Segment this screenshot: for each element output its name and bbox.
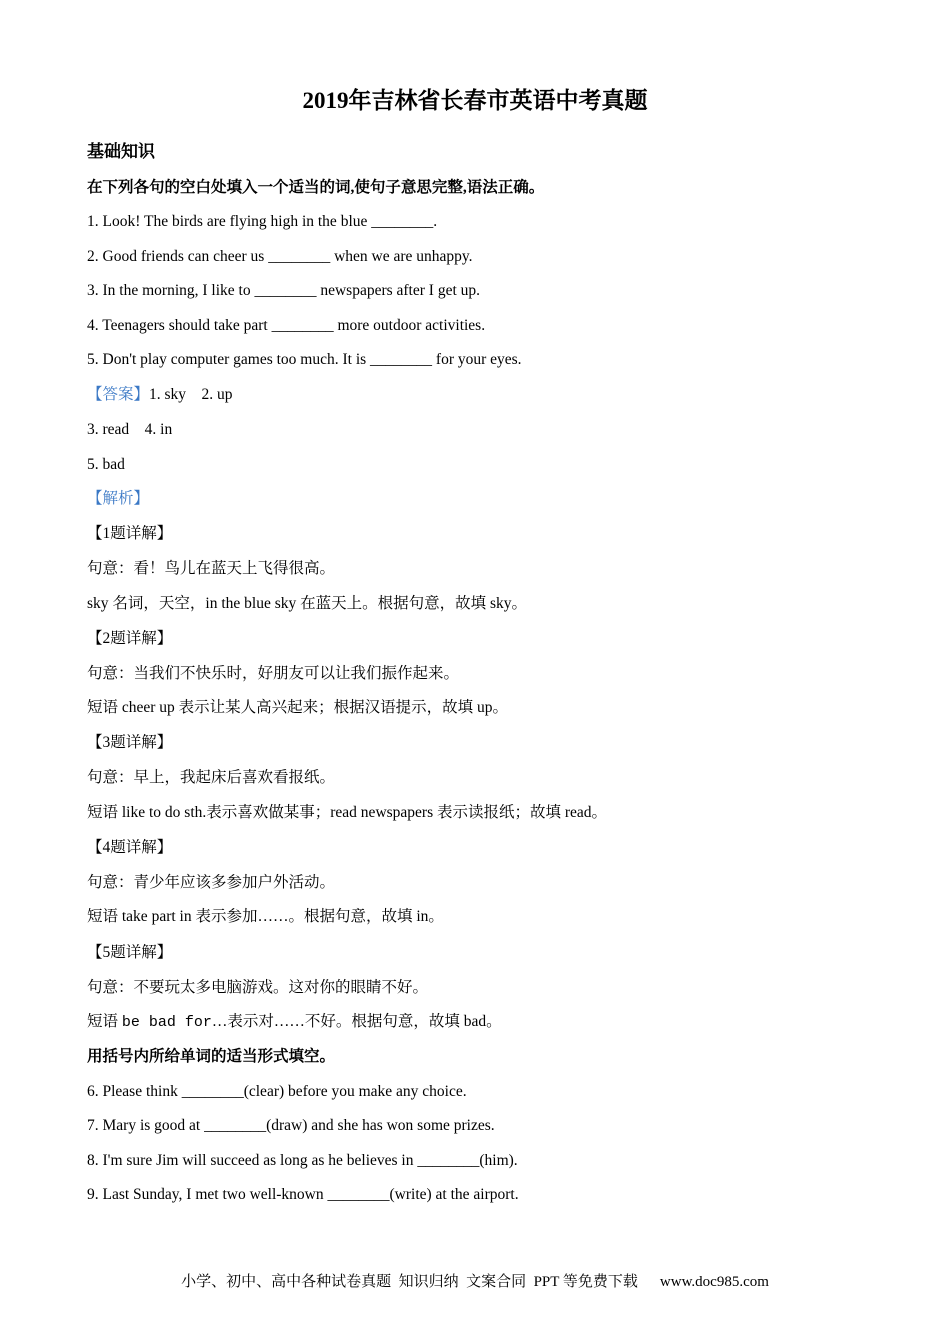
detail-3-head: 【3题详解】 [87,734,173,751]
detail-5-explain [87,1012,502,1033]
question-2: 2. Good friends can cheer us ________ when we are unhappy. [87,248,473,265]
question-7: 7. Mary is good at ________(draw) and she has won some prizes. [87,1117,495,1134]
question-5: 5. Don't play computer games too much. It is ________ for your eyes. [87,351,522,368]
instruction-fill-blank: 在下列各句的空白处填入一个适当的词,使句子意思完整,语法正确。 [87,179,545,196]
analysis-tag: 【解析】 [87,490,150,507]
section-heading: 基础知识 [87,142,155,161]
footer-website: www.doc985.com [659,1274,769,1290]
detail-3-explain: 短语 like to do sth.表示喜欢做某事；read newspapers 表示读报纸；故填 read。 [87,804,608,821]
question-3: 3. In the morning, I like to ________ newspapers after I get up. [87,282,481,299]
page-title: 2019年吉林省长春市英语中考真题 [302,88,648,113]
detail-5-head: 【5题详解】 [87,944,173,961]
answer-values-1: 1. sky 2. up [149,386,233,403]
detail-3-meaning: 句意：早上，我起床后喜欢看报纸。 [87,769,336,786]
detail-1-head: 【1题详解】 [87,525,173,542]
detail-1-explain: sky 名词，天空，in the blue sky 在蓝天上。根据句意，故填 sky。 [87,595,528,612]
detail-2-meaning: 句意：当我们不快乐时，好朋友可以让我们振作起来。 [87,665,460,682]
detail-1-meaning: 句意：看！鸟儿在蓝天上飞得很高。 [87,560,336,577]
question-6: 6. Please think ________(clear) before you make any choice. [87,1083,467,1100]
detail-5-explain-code: be bad for [121,1014,212,1031]
question-9: 9. Last Sunday, I met two well-known ________(write) at the airport. [87,1186,519,1203]
footer-text: 小学、初中、高中各种试卷真题 知识归纳 文案合同 PPT 等免费下载 [181,1274,638,1290]
answer-line-1 [87,385,233,405]
detail-5-explain-rest: …表示对……不好。根据句意，故填 bad。 [211,1013,502,1030]
question-4: 4. Teenagers should take part ________ more outdoor activities. [87,317,486,334]
question-8: 8. I'm sure Jim will succeed as long as he believes in ________(him). [87,1152,518,1169]
answer-tag: 【答案】 [87,386,150,403]
detail-2-explain: 短语 cheer up 表示让某人高兴起来；根据汉语提示，故填 up。 [87,699,509,716]
detail-4-head: 【4题详解】 [87,839,173,856]
answer-line-2: 3. read 4. in [87,421,173,438]
detail-2-head: 【2题详解】 [87,630,173,647]
detail-4-meaning: 句意：青少年应该多参加户外活动。 [87,874,336,891]
detail-4-explain: 短语 take part in 表示参加……。根据句意，故填 in。 [87,908,444,925]
answer-line-3: 5. bad [87,456,125,473]
question-1: 1. Look! The birds are flying high in the blue ________. [87,213,438,230]
detail-5-meaning: 句意：不要玩太多电脑游戏。这对你的眼睛不好。 [87,979,429,996]
instruction-word-form: 用括号内所给单词的适当形式填空。 [87,1048,336,1065]
page-footer [0,1270,950,1291]
detail-5-explain-prefix: 短语 [87,1013,122,1030]
